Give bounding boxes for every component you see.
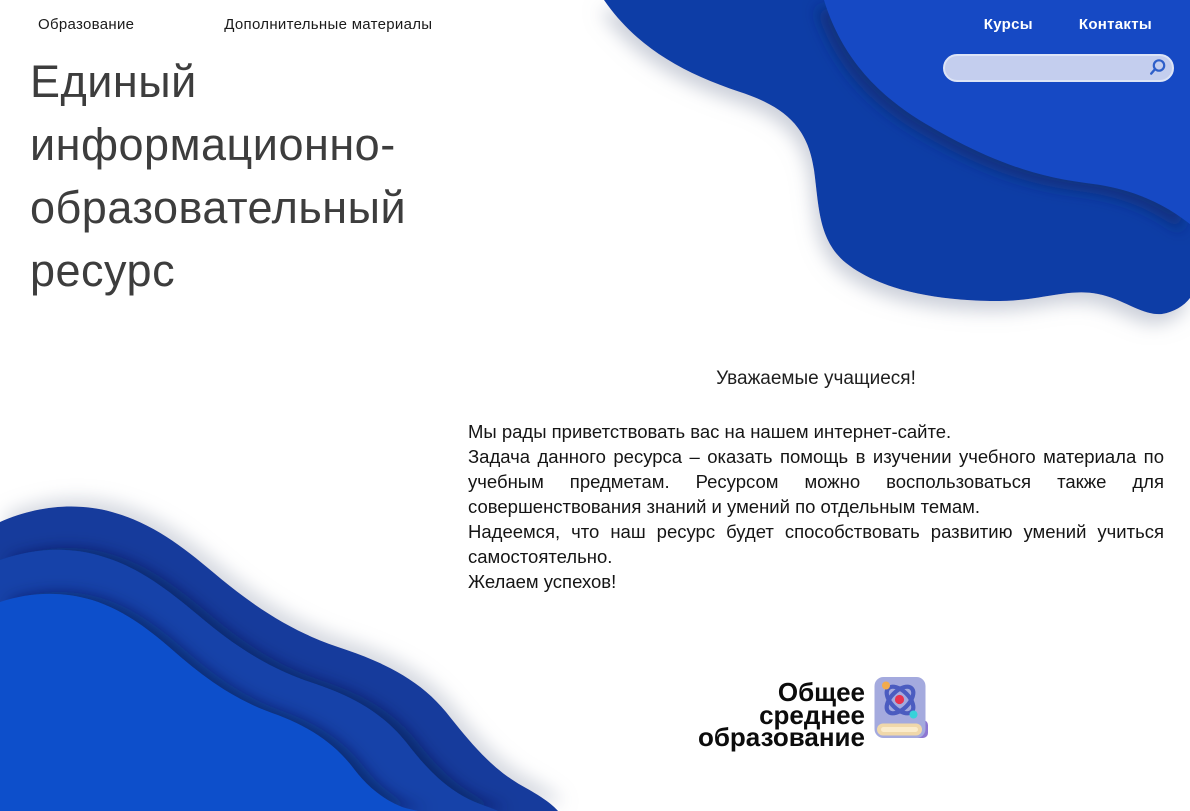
nav-item-education[interactable]: Образование (38, 16, 135, 33)
page-title-line: Единый (30, 56, 197, 107)
site-logo[interactable] (540, 676, 930, 752)
welcome-paragraph: Задача данного ресурса – оказать помощь в изучении учебного материала по учебным предметам. Ресурсом можно воспользоваться также для совершенствования знаний и умений по отдельным темам. (468, 446, 1164, 517)
logo-text-line: Общее (777, 677, 865, 707)
page-title-line: информационно- (30, 119, 396, 170)
site-logo-text (697, 676, 865, 752)
logo-text-line: образование (697, 722, 865, 752)
page-title-line: ресурс (30, 245, 176, 296)
welcome-paragraph: Надеемся, что наш ресурс будет способствовать развитию умений учиться самостоятельно. (468, 521, 1164, 567)
welcome-paragraph: Мы рады приветствовать вас на нашем интернет-сайте. (468, 421, 952, 442)
main-nav-right (984, 16, 1152, 33)
welcome-section (468, 368, 1164, 594)
nav-item-contacts[interactable]: Контакты (1078, 16, 1152, 33)
nav-item-courses[interactable]: Курсы (983, 16, 1033, 33)
nav-item-extra-materials[interactable]: Дополнительные материалы (224, 16, 433, 33)
main-nav-left (38, 16, 432, 33)
page-title-line: образовательный (30, 182, 407, 233)
welcome-heading: Уважаемые учащиеся! (716, 368, 916, 389)
search-icon[interactable] (1145, 56, 1169, 80)
search-box (943, 54, 1174, 82)
page-title (30, 50, 630, 302)
search-input[interactable] (943, 54, 1174, 82)
book-atom-icon (873, 676, 930, 742)
logo-text-line: среднее (759, 699, 865, 730)
welcome-paragraph: Желаем успехов! (468, 571, 617, 592)
